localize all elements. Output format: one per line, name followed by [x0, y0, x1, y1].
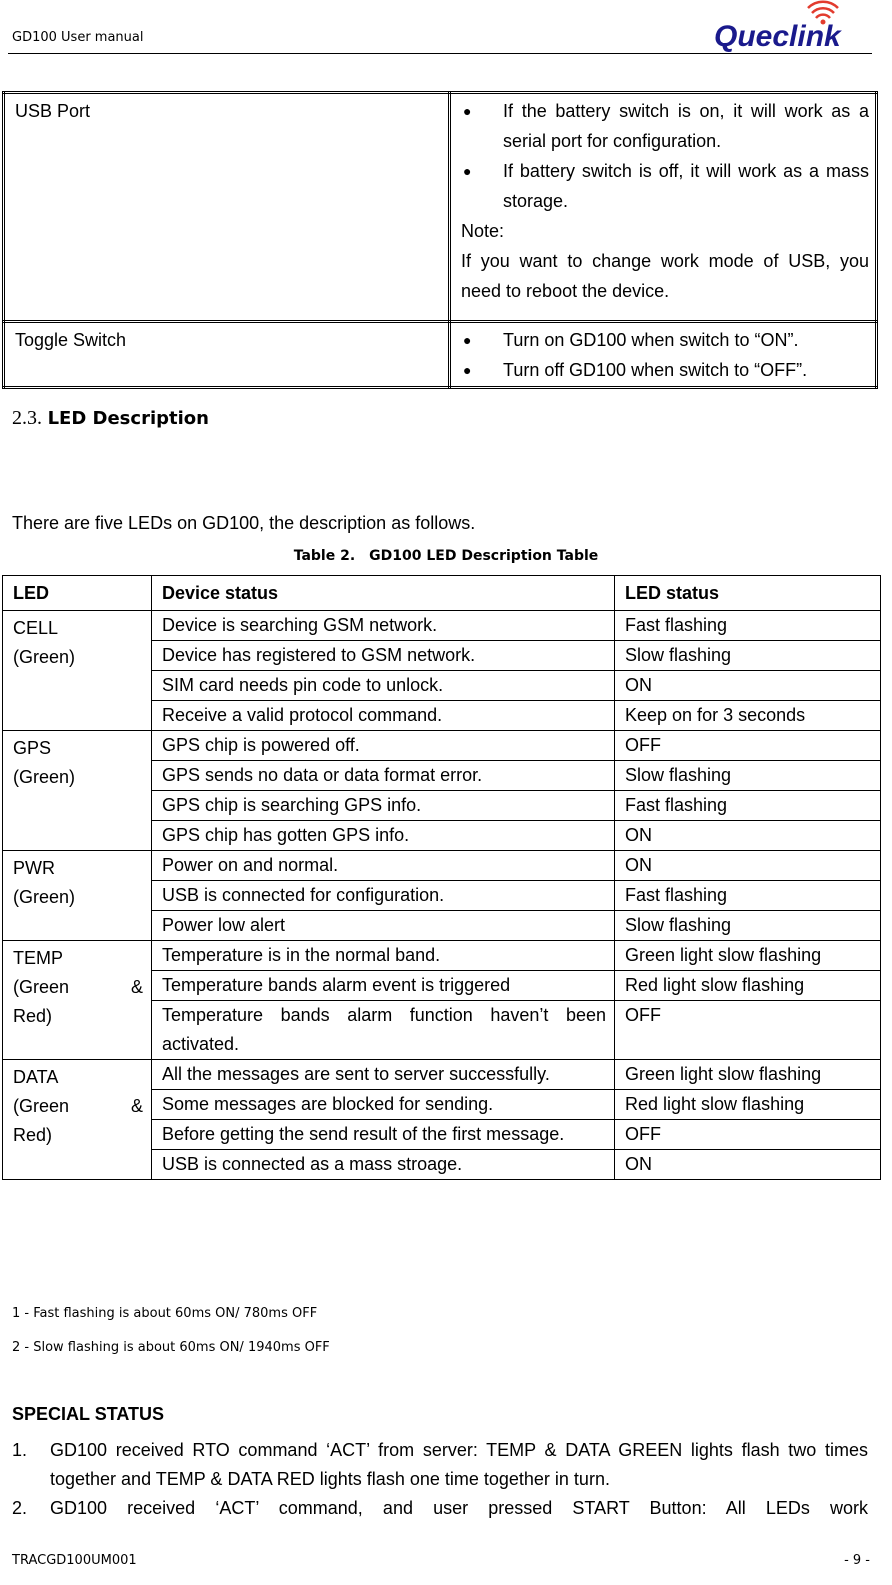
led-status: Fast flashing — [615, 881, 881, 911]
device-status: Some messages are blocked for sending. — [152, 1090, 615, 1120]
led-color-part: & — [130, 1096, 143, 1116]
led-color-part: (Green — [13, 1096, 70, 1116]
device-status: Device has registered to GSM network. — [152, 641, 615, 671]
table-row — [3, 851, 881, 881]
led-name-cell — [3, 611, 152, 731]
led-name: GPS — [13, 738, 52, 758]
device-status: Temperature bands alarm event is triggered — [152, 971, 615, 1001]
led-status: Slow flashing — [615, 911, 881, 941]
footnote: 2 - Slow flashing is about 60ms ON/ 1940ms OFF — [12, 1340, 330, 1355]
interface-table — [2, 91, 878, 389]
list-text: GD100 received ‘ACT’ command, and user pressed START Button: All LEDs work — [50, 1498, 868, 1518]
device-status: Device is searching GSM network. — [152, 611, 615, 641]
led-name: CELL — [13, 618, 59, 638]
led-name-cell — [3, 851, 152, 941]
list-item: ● If the battery switch is on, it will work as a serial port for configuration. — [461, 96, 869, 156]
section-heading — [12, 407, 209, 430]
device-status: Receive a valid protocol command. — [152, 701, 615, 731]
device-status: GPS chip has gotten GPS info. — [152, 821, 615, 851]
led-color: (Green) — [13, 767, 76, 787]
led-status: Slow flashing — [615, 641, 881, 671]
table-header-row — [3, 576, 881, 611]
device-status: Temperature is in the normal band. — [152, 941, 615, 971]
led-name: TEMP — [13, 948, 64, 968]
led-name-cell — [3, 1060, 152, 1180]
device-status: GPS chip is powered off. — [152, 731, 615, 761]
note-text: If you want to change work mode of USB, you need to reboot the device. — [461, 251, 869, 301]
led-status: ON — [615, 671, 881, 701]
led-color — [13, 973, 143, 1002]
bullet-icon: ● — [463, 332, 472, 348]
device-status: GPS chip is searching GPS info. — [152, 791, 615, 821]
interface-description — [450, 322, 877, 388]
device-status: All the messages are sent to server successfully. — [152, 1060, 615, 1090]
led-status: Fast flashing — [615, 611, 881, 641]
signal-icon — [808, 2, 838, 18]
footer-page-number: - 9 - — [844, 1553, 870, 1568]
special-status-list — [12, 1436, 868, 1523]
led-status: Fast flashing — [615, 791, 881, 821]
bullet-icon: ● — [463, 103, 472, 119]
footnote: 1 - Fast flashing is about 60ms ON/ 780ms OFF — [12, 1306, 318, 1321]
led-color-part: Red) — [13, 1125, 53, 1145]
column-header: LED — [3, 576, 152, 611]
device-status: SIM card needs pin code to unlock. — [152, 671, 615, 701]
led-status: ON — [615, 1150, 881, 1180]
logo-text: Queclink — [714, 20, 841, 52]
column-header: LED status — [615, 576, 881, 611]
device-status: Temperature bands alarm function haven’t been activated. — [152, 1001, 615, 1060]
queclink-logo — [712, 0, 862, 52]
table-row — [4, 93, 877, 322]
led-table — [2, 575, 881, 1180]
table-row — [3, 941, 881, 971]
device-status: GPS sends no data or data format error. — [152, 761, 615, 791]
header-rule — [8, 53, 872, 54]
device-status: Power on and normal. — [152, 851, 615, 881]
led-status: Red light slow flashing — [615, 971, 881, 1001]
led-color-part: (Green — [13, 977, 70, 997]
led-name-cell — [3, 731, 152, 851]
list-number: 1. — [12, 1440, 28, 1460]
intro-text: There are five LEDs on GD100, the description as follows. — [12, 513, 476, 533]
led-status: Green light slow flashing — [615, 941, 881, 971]
led-color — [13, 1092, 143, 1121]
led-status: ON — [615, 821, 881, 851]
led-name: DATA — [13, 1067, 59, 1087]
led-status: Keep on for 3 seconds — [615, 701, 881, 731]
led-status: Red light slow flashing — [615, 1090, 881, 1120]
table-row — [3, 731, 881, 761]
led-name-cell — [3, 941, 152, 1060]
list-item — [12, 1436, 868, 1494]
device-status: USB is connected as a mass stroage. — [152, 1150, 615, 1180]
interface-name: USB Port — [4, 93, 450, 322]
led-status: OFF — [615, 731, 881, 761]
table-row — [3, 611, 881, 641]
table-caption: Table 2. GD100 LED Description Table — [293, 548, 599, 564]
led-color: (Green) — [13, 887, 76, 907]
led-name: PWR — [13, 858, 55, 878]
device-status: USB is connected for configuration. — [152, 881, 615, 911]
list-item: ● Turn off GD100 when switch to “OFF”. — [461, 355, 869, 385]
led-status: Green light slow flashing — [615, 1060, 881, 1090]
list-item — [12, 1494, 868, 1523]
list-text: GD100 received RTO command ‘ACT’ from server: TEMP & DATA GREEN lights flash two times together and TEMP & DATA RED lights flash one time together in turn. — [50, 1440, 868, 1489]
led-status: ON — [615, 851, 881, 881]
special-status-heading: SPECIAL STATUS — [12, 1404, 165, 1424]
led-color: (Green) — [13, 647, 76, 667]
led-color-part: Red) — [13, 1006, 53, 1026]
list-item: ● If battery switch is off, it will work as a mass storage. — [461, 156, 869, 216]
header-doc-title: GD100 User manual — [12, 30, 144, 45]
interface-description — [450, 93, 877, 322]
led-status: Slow flashing — [615, 761, 881, 791]
note-label: Note: — [461, 221, 505, 241]
list-number: 2. — [12, 1498, 28, 1518]
led-status: OFF — [615, 1001, 881, 1060]
led-color-part: & — [130, 977, 143, 997]
device-status: Power low alert — [152, 911, 615, 941]
bullet-icon: ● — [463, 362, 472, 378]
column-header: Device status — [152, 576, 615, 611]
table-row — [3, 1060, 881, 1090]
interface-name: Toggle Switch — [4, 322, 450, 388]
section-number: 2.3. — [12, 407, 42, 429]
footer-doc-code: TRACGD100UM001 — [12, 1553, 137, 1568]
table-row — [4, 322, 877, 388]
led-status: OFF — [615, 1120, 881, 1150]
bullet-icon: ● — [463, 163, 472, 179]
list-item: ● Turn on GD100 when switch to “ON”. — [461, 325, 869, 355]
section-title: LED Description — [47, 408, 209, 429]
device-status: Before getting the send result of the first message. — [152, 1120, 615, 1150]
